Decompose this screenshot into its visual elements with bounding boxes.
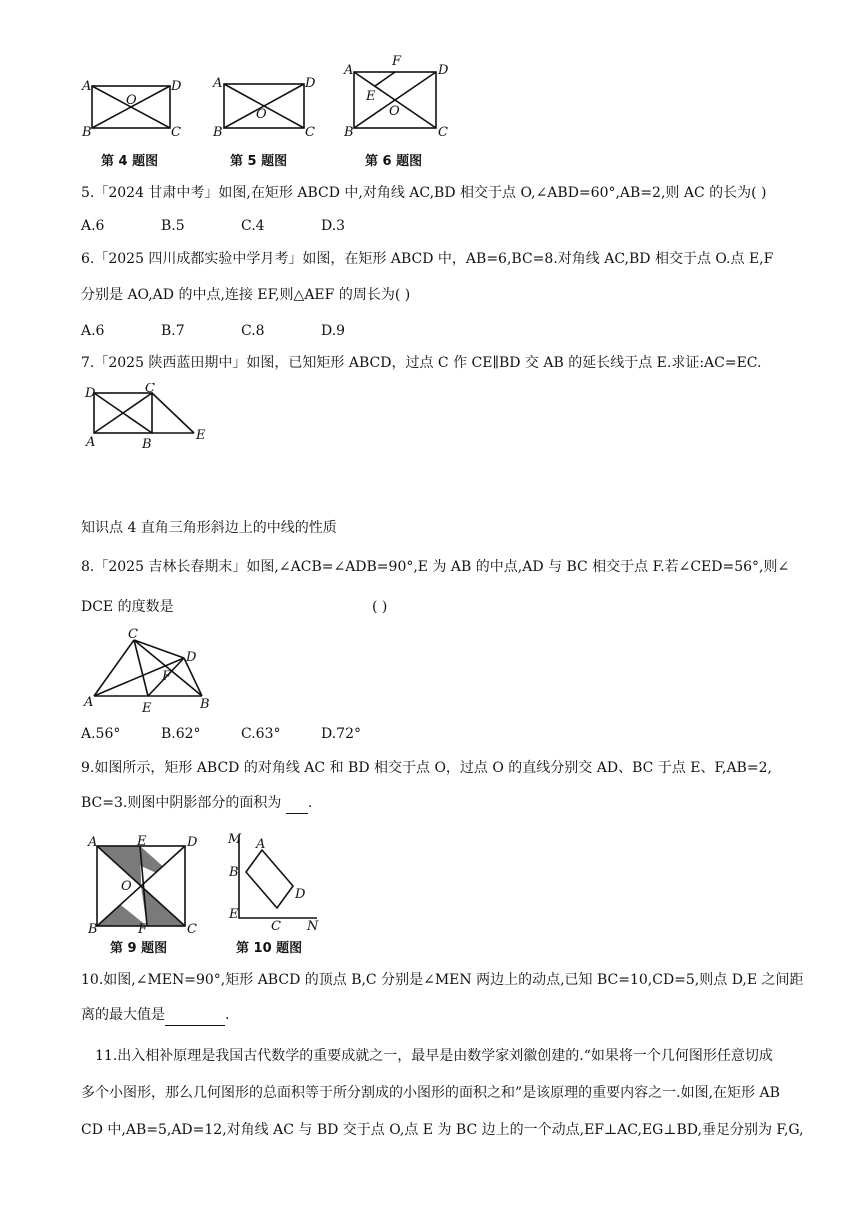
- q8-answer-paren: ( ): [372, 599, 388, 615]
- q8-option-d: D.72°: [321, 726, 361, 742]
- section-4-title: 知识点 4 直角三角形斜边上的中线的性质: [81, 520, 337, 536]
- q11-line1: 11.出入相补原理是我国古代数学的重要成就之一，最早是由数学家刘徽创建的.“如果将一个几何图形任意切成: [95, 1048, 773, 1064]
- fig6-label-o: O: [389, 104, 400, 119]
- q6-option-c: C.8: [241, 323, 265, 339]
- q10-line1: 10.如图,∠MEN=90°,矩形 ABCD 的顶点 B,C 分别是∠MEN 两边上的动点,已知 BC=10,CD=5,则点 D,E 之间距: [81, 972, 804, 988]
- q7-label-c: C: [145, 383, 155, 396]
- q10-answer-blank[interactable]: [165, 1005, 225, 1026]
- q11-line3: CD 中,AB=5,AD=12,对角线 AC 与 BD 交于点 O,点 E 为 BC 边上的一个动点,EF⊥AC,EG⊥BD,垂足分别为 F,G,: [81, 1122, 804, 1138]
- fig6-label-f: F: [392, 54, 402, 69]
- q6-line2: 分别是 AO,AD 的中点,连接 EF,则△AEF 的周长为( ): [81, 287, 411, 303]
- fig6-label-c: C: [438, 125, 448, 140]
- figure-4: [80, 72, 185, 144]
- fig5-label-b: B: [213, 125, 223, 140]
- fig4-label-a: A: [82, 79, 92, 94]
- q6-option-b: B.7: [161, 323, 185, 339]
- fig4-label-d: D: [171, 79, 182, 94]
- q5-options: [81, 216, 401, 236]
- q9-answer-blank[interactable]: [286, 793, 308, 814]
- fig9-label-f: F: [138, 922, 148, 934]
- q8-label-b: B: [200, 697, 210, 712]
- q10-line2: [81, 1005, 229, 1026]
- q8-line2a: DCE 的度数是: [81, 599, 174, 615]
- q7-text: 7.「2025 陕西蓝田期中」如图，已知矩形 ABCD，过点 C 作 CE∥BD 交 AB 的延长线于点 E.求证:AC=EC.: [81, 355, 762, 371]
- fig10-caption: 第 10 题图: [236, 941, 303, 956]
- q9-line1: 9.如图所示，矩形 ABCD 的对角线 AC 和 BD 相交于点 O，过点 O 的直线分别交 AD、BC 于点 E、F,AB=2,: [81, 760, 772, 776]
- q6-option-a: A.6: [81, 323, 105, 339]
- fig6-label-b: B: [344, 125, 354, 140]
- q8-line1: 8.「2025 吉林长春期末」如图,∠ACB=∠ADB=90°,E 为 AB 的中点,AD 与 BC 相交于点 F.若∠CED=56°,则∠: [81, 559, 790, 575]
- q7-label-e: E: [196, 428, 206, 443]
- fig10-label-m: M: [228, 832, 242, 847]
- q8-label-e: E: [142, 701, 152, 716]
- fig4-caption: 第 4 题图: [101, 154, 159, 169]
- figure-6: [340, 52, 450, 144]
- fig10-label-e: E: [229, 907, 239, 922]
- figure-5: [210, 72, 315, 144]
- figure-q7: [80, 383, 215, 453]
- q8-label-d: D: [186, 650, 197, 665]
- fig9-caption: 第 9 题图: [110, 941, 168, 956]
- fig10-label-d: D: [295, 887, 306, 902]
- fig9-label-o: O: [121, 879, 132, 894]
- q8-option-c: C.63°: [241, 726, 281, 742]
- figure-10: [225, 826, 325, 932]
- q8-label-a: A: [84, 695, 94, 710]
- q5-text: 5.「2024 甘肃中考」如图,在矩形 ABCD 中,对角线 AC,BD 相交于点 O,∠ABD=60°,AB=2,则 AC 的长为( ): [81, 185, 767, 201]
- q7-label-a: A: [86, 435, 96, 450]
- q8-label-f: F: [162, 669, 172, 684]
- q9-line2: [81, 793, 312, 814]
- q8-option-b: B.62°: [161, 726, 201, 742]
- q6-option-d: D.9: [321, 323, 346, 339]
- q5-option-b: B.5: [161, 218, 185, 234]
- q9-line2-end: .: [307, 795, 313, 811]
- fig9-label-a: A: [88, 835, 98, 850]
- q11-line2: 多个小图形，那么几何图形的总面积等于所分割成的小图形的面积之和”是该原理的重要内容之一.如图,在矩形 AB: [81, 1085, 780, 1101]
- fig4-label-o: O: [126, 93, 137, 108]
- fig10-label-n: N: [307, 919, 319, 932]
- fig9-label-e: E: [137, 834, 147, 849]
- fig9-label-d: D: [187, 835, 198, 850]
- q7-label-d: D: [85, 386, 96, 401]
- fig5-label-a: A: [213, 76, 223, 91]
- q5-option-d: D.3: [321, 218, 346, 234]
- q8-option-a: A.56°: [81, 726, 121, 742]
- q10-line2-text: 离的最大值是: [81, 1007, 165, 1023]
- fig5-label-o: O: [256, 107, 267, 122]
- q9-line2-text: BC=3.则图中阴影部分的面积为: [81, 795, 282, 811]
- q8-label-c: C: [128, 628, 138, 642]
- q10-line2-end: .: [225, 1007, 230, 1023]
- fig4-label-c: C: [171, 125, 181, 140]
- fig5-label-d: D: [305, 76, 315, 91]
- fig9-label-b: B: [88, 922, 98, 934]
- fig10-label-b: B: [229, 865, 239, 880]
- fig5-label-c: C: [305, 125, 315, 140]
- fig6-label-d: D: [438, 63, 449, 78]
- fig6-label-a: A: [344, 63, 354, 78]
- q6-line1: 6.「2025 四川成都实验中学月考」如图，在矩形 ABCD 中，AB=6,BC=8.对角线 AC,BD 相交于点 O.点 E,F: [81, 251, 774, 267]
- fig5-caption: 第 5 题图: [230, 154, 288, 169]
- q6-options: [81, 321, 401, 341]
- fig4-label-b: B: [82, 125, 92, 140]
- fig10-label-c: C: [271, 919, 281, 932]
- fig6-label-e: E: [366, 89, 376, 104]
- figure-9: [85, 834, 200, 934]
- fig9-label-c: C: [187, 922, 197, 934]
- fig10-label-a: A: [256, 837, 266, 852]
- fig6-caption: 第 6 题图: [365, 154, 423, 169]
- q5-option-c: C.4: [241, 218, 265, 234]
- q5-option-a: A.6: [81, 218, 105, 234]
- q7-label-b: B: [142, 437, 152, 452]
- q8-options: [81, 724, 401, 744]
- figure-q8: [80, 628, 215, 720]
